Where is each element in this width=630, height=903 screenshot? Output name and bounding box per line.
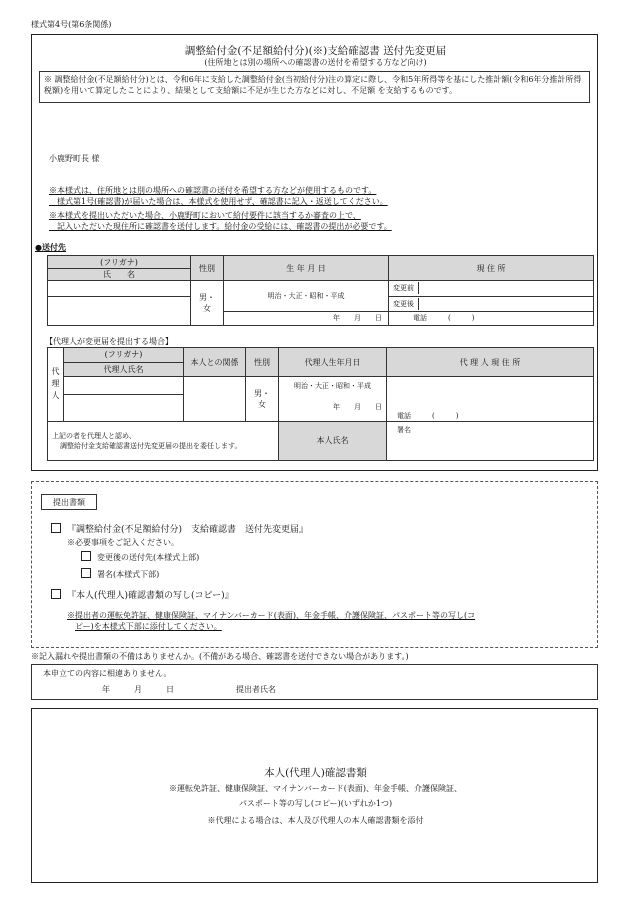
form-title: 調整給付金(不足額給付分)(※)支給確認書 送付先変更届 [184, 45, 447, 57]
agent-table [47, 347, 594, 461]
address-header: 現 住 所 [389, 256, 594, 281]
declaration-text: 本申立ての内容に相違ありません。 [43, 669, 172, 678]
dob-header: 生 年 月 日 [224, 256, 389, 281]
gender-field[interactable]: 男・女 [191, 281, 224, 326]
definition-note: ※ 調整給付金(不足額給付分)とは、令和6年に支給した調整給付金(当初給付分)注の算定に際し、令和5年所得等を基にした推計額(令和6年分推計所得税額)を用いて算定したことにより、結果として支給額に不足が生じた方などに対し、不足額 を支給するものです。 [39, 71, 590, 103]
item2-note-line: ※提出者の運転免許証、健康保険証、マイナンバーカード(表面)、年金手帳、介護保険証、パスポート等の写し(コ [67, 611, 476, 620]
note-line: ※本様式は、住所地とは別の場所への確認書の送付を希望する方などが使用するものです。 [49, 186, 377, 195]
item1-note: ※必要事項をご記入ください。 [67, 538, 179, 547]
agent-side-label: 代理人 [48, 348, 64, 422]
note-line: 様式第1号(確認書)が届いた場合は、本様式を使用せず、確認書に記入・返送してください。 [49, 197, 388, 206]
agent-furigana-header: (フリガナ) [64, 348, 184, 363]
agent-address-header: 代 理 人 現 住 所 [387, 348, 594, 377]
addressee: 小鹿野町長 様 [49, 154, 100, 163]
item1-label: 『調整給付金(不足額給付分) 支給確認書 送付先変更届』 [67, 525, 309, 535]
name-field[interactable] [48, 296, 191, 325]
dob-era-field[interactable]: 明治・大正・昭和・平成 [224, 281, 389, 311]
relation-field[interactable] [184, 377, 246, 421]
agent-name-field[interactable] [64, 394, 184, 421]
sub1-label: 変更後の送付先(本様式上部) [97, 553, 200, 562]
agent-gender-field[interactable]: 男・女 [246, 377, 279, 421]
address-before-field[interactable] [389, 281, 594, 296]
destination-table [47, 255, 594, 326]
item1 [51, 522, 308, 535]
declaration-box [31, 664, 598, 700]
agent-dob-header: 代理人生年月日 [279, 348, 387, 377]
item2-note-line: ピー)を本様式下部に添付してください。 [75, 622, 222, 631]
form-number: 様式第4号(第6条関係) [31, 20, 112, 29]
agent-furigana-field[interactable] [64, 377, 184, 394]
item2-label: 『本人(代理人)確認書類の写し(コピー)』 [67, 591, 234, 601]
principal-name-label: 本人氏名 [279, 421, 387, 460]
change-form-box [31, 34, 598, 471]
item2-note [67, 610, 587, 632]
form-subtitle: (住所地とは別の場所への確認書の送付を希望する方など向け) [204, 58, 427, 67]
agent-dob-era-field[interactable]: 明治・大正・昭和・平成 [279, 377, 387, 394]
item1-sub2 [81, 568, 159, 580]
warning-text: ※記入漏れや提出書類の不備はありませんか。(不備がある場合、確認書を送付できない場合があります。) [31, 652, 409, 661]
item2-checkbox[interactable] [51, 589, 61, 599]
before-label: 変更前 [389, 282, 419, 294]
phone-field[interactable]: 電話 ( ) [389, 311, 594, 325]
declaration-date[interactable]: 年 月 日 [102, 685, 174, 694]
item2 [51, 588, 234, 601]
delegation-line: 上記の者を代理人と認め、 [52, 431, 136, 440]
id-line: ※運転免許証、健康保険証、マイナンバーカード(表面)、年金手帳、介護保険証、 [169, 784, 462, 793]
note-line: 記入いただいた現住所に確認書を送付します。給付金の受給には、確認書の提出が必要です。 [49, 222, 392, 231]
furigana-header: (フリガナ) [48, 256, 191, 269]
note-line: ※本様式を提出いただいた場合、小鹿野町において給付要件に該当するか審査の上で、 [49, 211, 361, 220]
dob-date-field[interactable]: 年 月 日 [224, 311, 389, 325]
id-document-box [31, 708, 598, 883]
gender-header: 性別 [191, 256, 224, 281]
id-title: 本人(代理人)確認書類 [264, 767, 367, 779]
agent-dob-date-field[interactable]: 年 月 日 [279, 394, 387, 421]
destination-label: ●送付先 [35, 242, 66, 252]
sub2-label: 署名(本様式下部) [97, 570, 160, 579]
name-header: 氏 名 [48, 269, 191, 281]
agent-gender-header: 性別 [246, 348, 279, 377]
after-label: 変更後 [389, 298, 419, 310]
relation-header: 本人との関係 [184, 348, 246, 377]
item1-checkbox[interactable] [51, 523, 61, 533]
sub1-checkbox[interactable] [81, 551, 91, 561]
signature-field[interactable]: 署名 [387, 421, 594, 460]
agent-name-header: 代理人氏名 [64, 362, 184, 377]
delegation-line: 調整給付金支給確認書送付先変更届の提出を委任します。 [60, 441, 242, 450]
item1-sub1 [81, 551, 199, 563]
documents-box [31, 481, 598, 648]
sub2-checkbox[interactable] [81, 568, 91, 578]
id-line: パスポート等の写し(コピー)(いずれか1つ) [238, 799, 393, 808]
usage-notes [49, 185, 589, 232]
furigana-field[interactable] [48, 281, 191, 296]
id-line: ※代理による場合は、本人及び代理人の本人確認書類を添付 [207, 816, 424, 825]
agent-phone-field[interactable]: 電話 ( ) [387, 377, 594, 421]
address-after-field[interactable] [389, 296, 594, 311]
agent-label: 【代理人が変更届を提出する場合】 [45, 337, 173, 346]
delegation-text [48, 421, 279, 460]
documents-label: 提出書類 [41, 494, 97, 510]
submitter-name-label: 提出者氏名 [236, 685, 276, 694]
